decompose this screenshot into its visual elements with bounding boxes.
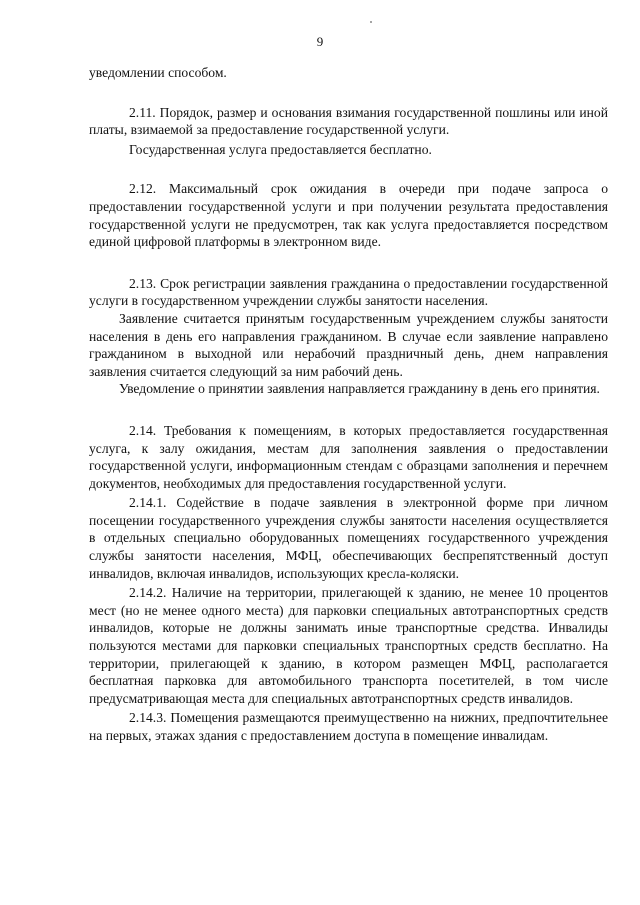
paragraph-2-13-heading: 2.13. Срок регистрации заявления гражданина о предоставлении государственной услуги в государственном учреждении службы занятости населения. — [89, 275, 608, 309]
page-number: 9 — [316, 34, 324, 49]
paragraph-2-14-heading: 2.14. Требования к помещениям, в которых предоставляется государственная услуга, к залу ожидания, местам для заполнения заявления о предоставлении государственной услуги, информационным стендам с образцами заполнения и перечнем документов, необходимых для предоставления государственной услуги. — [89, 422, 608, 491]
paragraph-2-13-body: Заявление считается принятым государственным учреждением службы занятости населения в день его направления гражданином. В случае если заявление направлено гражданином в выходной или нерабочий праздничный день, днем направления заявления считается следующий за ним рабочий день. — [89, 310, 608, 379]
paragraph-2-13-notice: Уведомление о принятии заявления направляется гражданину в день его принятия. — [119, 381, 600, 397]
paragraph-2-11-body: Государственная услуга предоставляется бесплатно. — [129, 141, 432, 157]
paragraph-2-12: 2.12. Максимальный срок ожидания в очереди при подаче запроса о предоставлении государственной услуги и при получении результата предоставления государственной услуги не предусмотрен, так как услуга предоставляется посредством единой цифровой платформы в электронном виде. — [89, 181, 608, 250]
paragraph-2-14-3: 2.14.3. Помещения размещаются преимущественно на нижних, предпочтительнее на первых, этажах здания с предоставлением доступа в помещение инвалидам. — [89, 710, 608, 743]
paragraph-2-14-2: 2.14.2. Наличие на территории, прилегающей к зданию, не менее 10 процентов мест (но не менее одного места) для парковки специальных автотранспортных средств инвалидов, которые не должны занимать иные транспортные средства. Инвалиды пользуются местами для парковки специальных транспортных средств бесплатно. На территории, прилегающей к зданию, в котором размещен МФЦ, располагается бесплатная парковка для автомобильного транспорта посетителей, в том числе предусматривающая места для специальных автотранспортных средств инвалидов. — [89, 585, 608, 706]
scan-speck — [370, 21, 372, 23]
paragraph-continuation: уведомлении способом. — [89, 65, 227, 80]
paragraph-2-11-heading: 2.11. Порядок, размер и основания взимания государственной пошлины или иной платы, взимаемой за предоставление государственной услуги. — [89, 104, 608, 138]
paragraph-2-14-1: 2.14.1. Содействие в подаче заявления в электронной форме при личном посещении государственного учреждения службы занятости населения осуществляется в отдельных специально оборудованных помещениях государственного учреждения службы занятости населения, МФЦ, обеспечивающих беспрепятственный доступ инвалидов, включая инвалидов, использующих кресла-коляски. — [89, 495, 608, 581]
document-body — [89, 64, 608, 745]
